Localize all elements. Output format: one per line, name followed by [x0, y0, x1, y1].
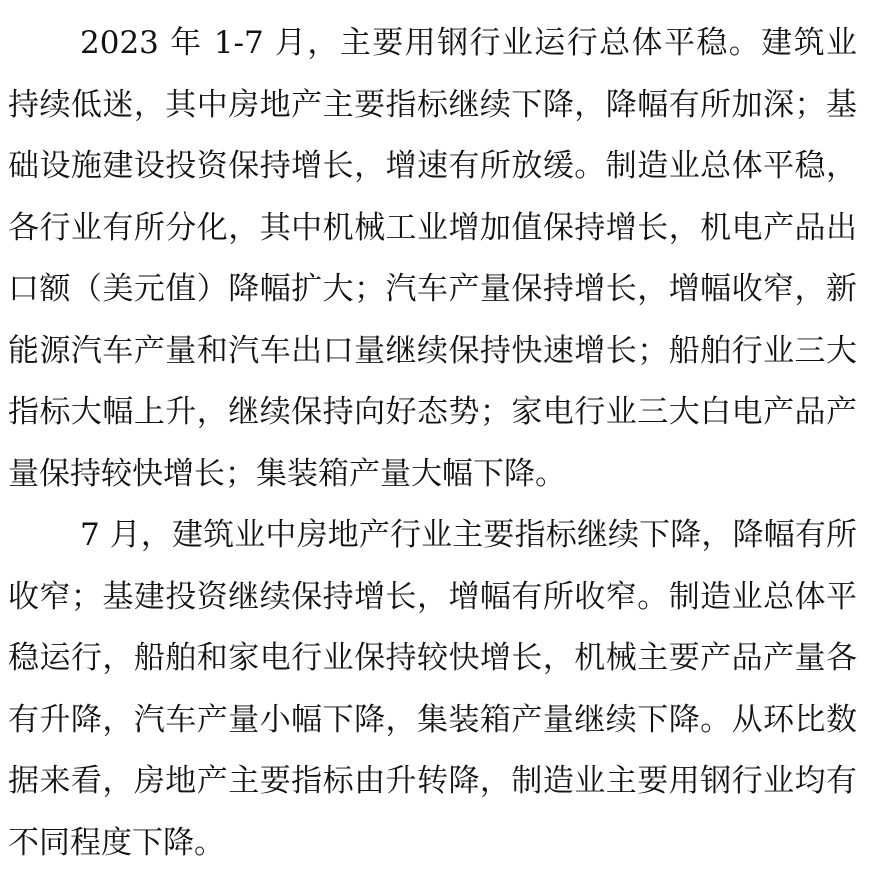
report-paragraph-july-overview: 7 月，建筑业中房地产行业主要指标继续下降，降幅有所收窄；基建投资继续保持增长，增幅有所收窄。制造业总体平稳运行，船舶和家电行业保持较快增长，机械主要产品产量各有升降，汽车产量小幅下降，集装箱产量继续下降。从环比数据来看，房地产主要指标由升转降，制造业主要用钢行业均有不同程度下降。	[8, 517, 857, 861]
report-paragraph-jan-jul-overview: 2023 年 1-7 月，主要用钢行业运行总体平稳。建筑业持续低迷，其中房地产主要指标继续下降，降幅有所加深；基础设施建设投资保持增长，增速有所放缓。制造业总体平稳，各行业有所分化，其中机械工业增加值保持增长，机电产品出口额（美元值）降幅扩大；汽车产量保持增长，增幅收窄，新能源汽车产量和汽车出口量继续保持快速增长；船舶行业三大指标大幅上升，继续保持向好态势；家电行业三大白电产品产量保持较快增长；集装箱产量大幅下降。	[8, 25, 857, 492]
